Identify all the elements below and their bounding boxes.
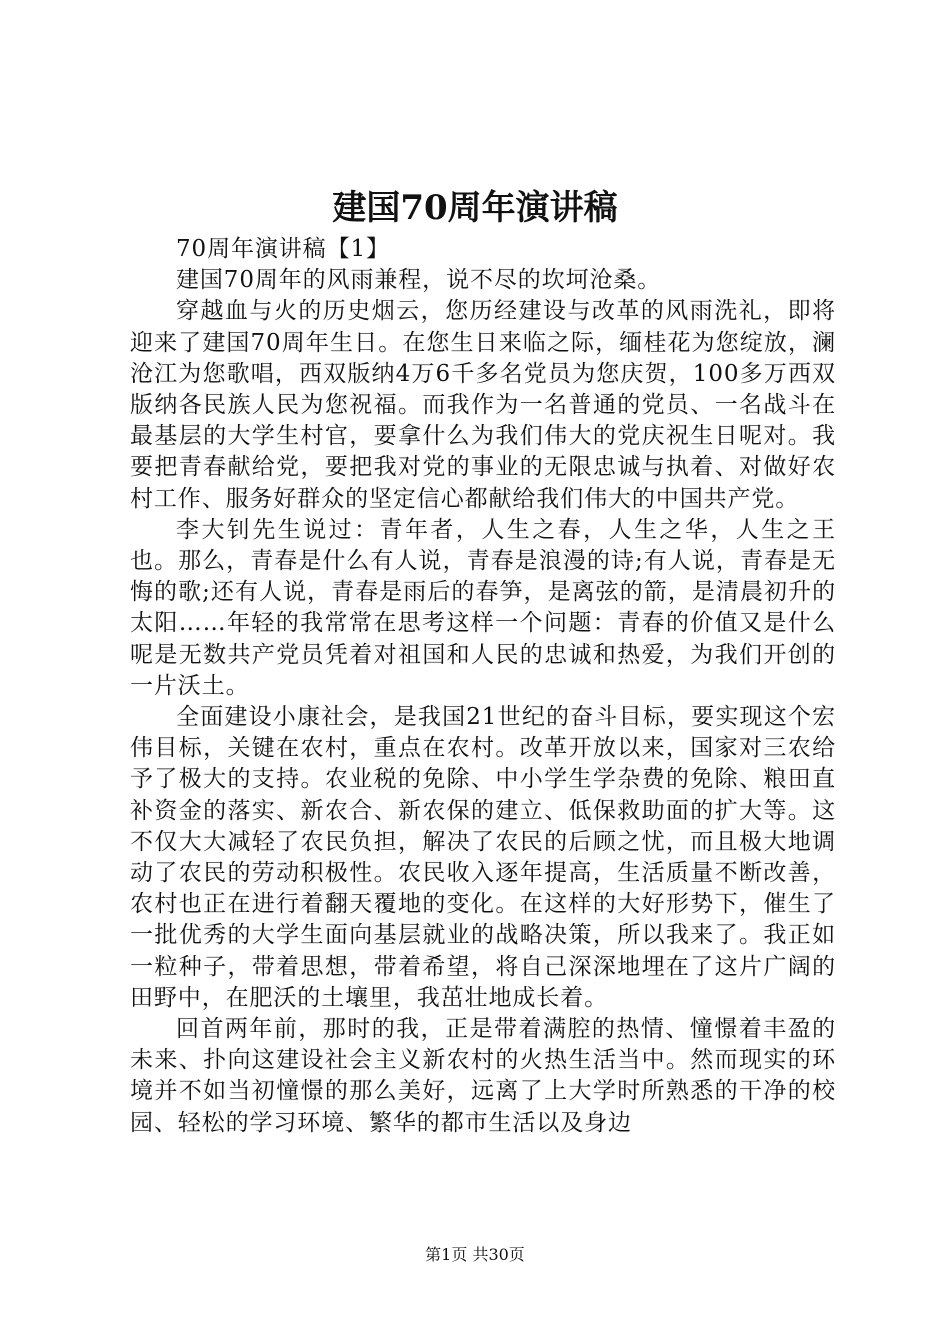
page-footer: 第1页 共30页	[425, 1245, 525, 1264]
paragraph: 李大钊先生说过：青年者，人生之春，人生之华，人生之王也。那么，青春是什么有人说，青春是浪漫的诗;有人说，青春是无悔的歌;还有人说，青春是雨后的春笋，是离弦的箭，是清晨初升的太阳……年轻的我常常在思考这样一个问题：青春的价值又是什么呢是无数共产党员凭着对祖国和人民的忠诚和热爱，为我们开创的一片沃土。	[130, 516, 836, 699]
document-title: 建国70周年演讲稿	[332, 188, 618, 228]
paragraph: 穿越血与火的历史烟云，您历经建设与改革的风雨洗礼，即将迎来了建国70周年生日。在您生日来临之际，缅桂花为您绽放，澜沧江为您歌唱，西双版纳4万6千多名党员为您庆贺，100多万西双版纳各民族人民为您祝福。而我作为一名普通的党员、一名战斗在最基层的大学生村官，要拿什么为我们伟大的党庆祝生日呢对。我要把青春献给党，要把我对党的事业的无限忠诚与执着、对做好农村工作、服务好群众的坚定信心都献给我们伟大的中国共产党。	[130, 298, 836, 512]
document-body	[130, 234, 836, 1139]
paragraph-heading: 70周年演讲稿【1】	[176, 236, 390, 262]
paragraph: 回首两年前，那时的我，正是带着满腔的热情、憧憬着丰盈的未来、扑向这建设社会主义新农村的火热生活当中。然而现实的环境并不如当初憧憬的那么美好，远离了上大学时所熟悉的干净的校园、轻松的学习环境、繁华的都市生活以及身边	[130, 1016, 836, 1136]
paragraph: 建国70周年的风雨兼程，说不尽的坎坷沧桑。	[176, 267, 662, 294]
paragraph: 全面建设小康社会，是我国21世纪的奋斗目标，要实现这个宏伟目标，关键在农村，重点在农村。改革开放以来，国家对三农给予了极大的支持。农业税的免除、中小学生学杂费的免除、粮田直补资金的落实、新农合、新农保的建立、低保救助面的扩大等。这不仅大大减轻了农民负担，解决了农民的后顾之忧，而且极大地调动了农民的劳动积极性。农民收入逐年提高，生活质量不断改善，农村也正在进行着翻天覆地的变化。在这样的大好形势下，催生了一批优秀的大学生面向基层就业的战略决策，所以我来了。我正如一粒种子，带着思想，带着希望，将自己深深地埋在了这片广阔的田野中，在肥沃的土壤里，我茁壮地成长着。	[130, 704, 836, 1011]
